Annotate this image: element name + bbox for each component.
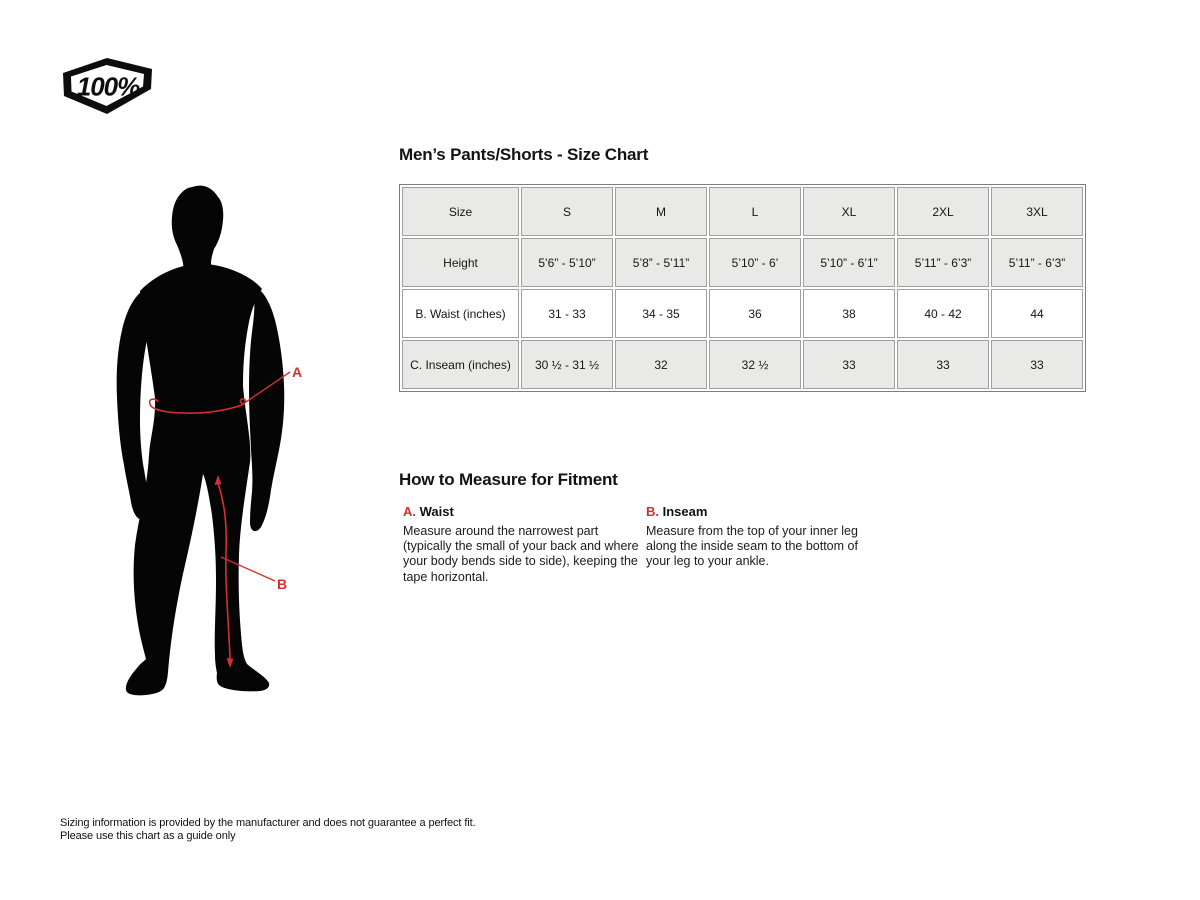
brand-logo-text: 100% xyxy=(76,71,140,102)
disclaimer-line-1: Sizing information is provided by the manufacturer and does not guarantee a perfect fit. xyxy=(60,817,476,829)
table-cell: 5’8” - 5’11” xyxy=(615,238,707,287)
table-header-row xyxy=(402,187,1083,236)
table-cell: 44 xyxy=(991,289,1083,338)
table-row-waist xyxy=(402,289,1083,338)
disclaimer-line-2: Please use this chart as a guide only xyxy=(60,830,236,842)
measure-text-inseam: Measure from the top of your inner leg along the inside seam to the bottom of your leg to your ankle. xyxy=(646,524,858,569)
page-title: Men’s Pants/Shorts - Size Chart xyxy=(399,145,649,164)
table-cell: 32 ½ xyxy=(709,340,801,389)
table-cell: 34 - 35 xyxy=(615,289,707,338)
table-cell: 5’6” - 5’10” xyxy=(521,238,613,287)
table-cell: 31 - 33 xyxy=(521,289,613,338)
table-cell: 33 xyxy=(897,340,989,389)
body-silhouette-figure xyxy=(100,180,320,710)
size-chart-table-container xyxy=(399,184,1086,392)
measure-item-inseam xyxy=(646,504,872,570)
table-cell: 5’10” - 6’ xyxy=(709,238,801,287)
table-cell: 5’11” - 6’3” xyxy=(897,238,989,287)
measure-item-heading xyxy=(403,504,643,519)
disclaimer xyxy=(60,817,476,843)
brand-logo-icon xyxy=(62,58,152,114)
table-header-cell: XL xyxy=(803,187,895,236)
size-chart-table xyxy=(399,184,1086,392)
measure-item-heading xyxy=(646,504,872,519)
table-header-cell: 2XL xyxy=(897,187,989,236)
table-header-cell: Size xyxy=(402,187,519,236)
table-cell: 33 xyxy=(991,340,1083,389)
table-header-cell: L xyxy=(709,187,801,236)
waist-label: A xyxy=(292,364,303,380)
measure-key-b: B. xyxy=(646,504,659,519)
silhouette-right-arm xyxy=(249,288,284,531)
measure-name-waist: Waist xyxy=(419,504,454,519)
table-row-height xyxy=(402,238,1083,287)
table-row-inseam xyxy=(402,340,1083,389)
row-label: C. Inseam (inches) xyxy=(402,340,519,389)
table-cell: 5’10” - 6’1” xyxy=(803,238,895,287)
table-cell: 30 ½ - 31 ½ xyxy=(521,340,613,389)
measure-text-waist: Measure around the narrowest part (typically the small of your back and where your body bends side to side), keeping the tape horizontal. xyxy=(403,524,639,584)
table-cell: 32 xyxy=(615,340,707,389)
table-cell: 33 xyxy=(803,340,895,389)
table-cell: 5’11” - 6’3” xyxy=(991,238,1083,287)
measure-item-waist xyxy=(403,504,643,585)
measure-key-a: A. xyxy=(403,504,416,519)
inseam-label: B xyxy=(277,576,288,592)
table-cell: 40 - 42 xyxy=(897,289,989,338)
row-label: Height xyxy=(402,238,519,287)
table-header-cell: 3XL xyxy=(991,187,1083,236)
row-label: B. Waist (inches) xyxy=(402,289,519,338)
table-header-cell: S xyxy=(521,187,613,236)
table-cell: 36 xyxy=(709,289,801,338)
measure-name-inseam: Inseam xyxy=(662,504,708,519)
table-cell: 38 xyxy=(803,289,895,338)
table-header-cell: M xyxy=(615,187,707,236)
measure-section-title: How to Measure for Fitment xyxy=(399,470,618,489)
